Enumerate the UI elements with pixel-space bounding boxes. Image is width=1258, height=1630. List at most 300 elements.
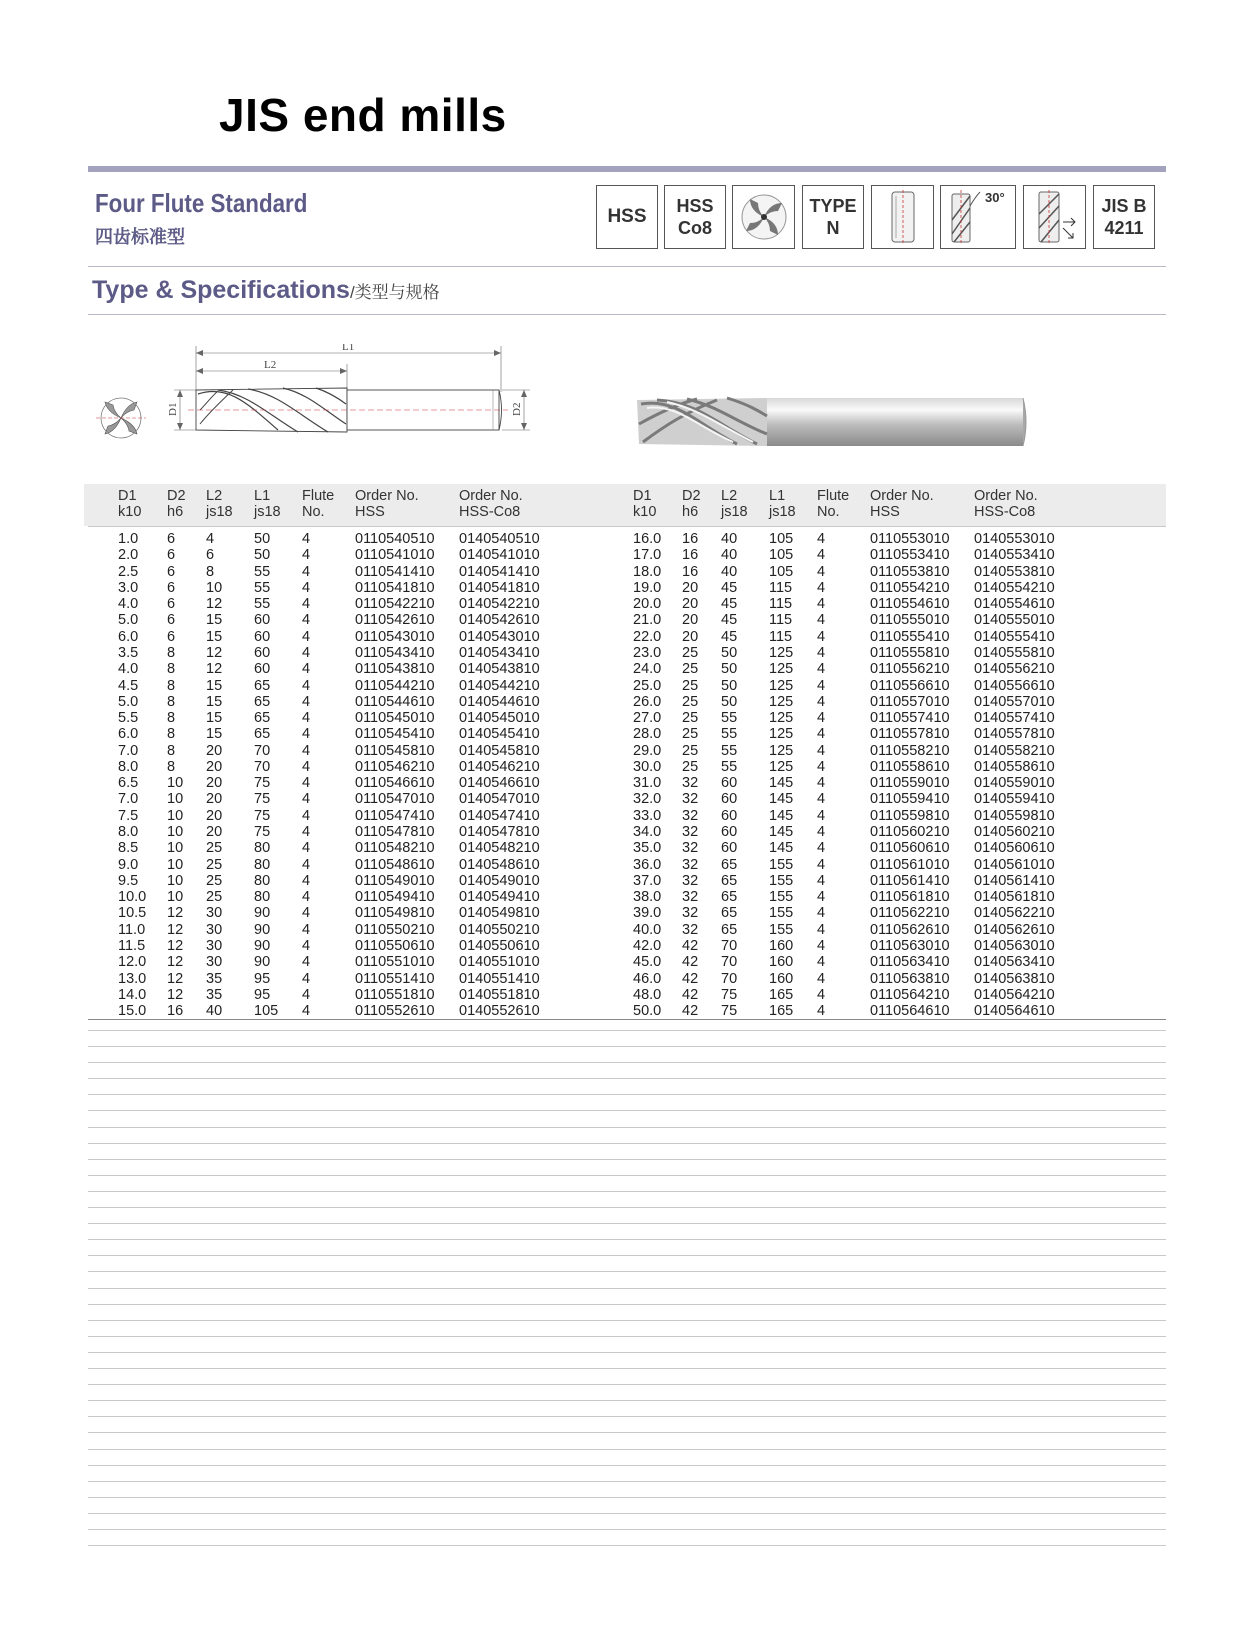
table-cell: 0140550210 [459, 921, 540, 938]
table-cell: 33.0 [633, 807, 662, 824]
table-cell: 0140560610 [974, 840, 1055, 857]
table-cell: 32 [682, 921, 699, 938]
table-cell: 65 [721, 889, 738, 906]
table-cell: 0110543810 [355, 661, 435, 678]
table-cell: 42 [682, 970, 699, 987]
blank-rule-line [88, 1078, 1166, 1079]
table-cell: 4 [302, 905, 311, 922]
table-cell: 0140552610 [459, 1003, 540, 1020]
table-cell: 6 [167, 628, 176, 645]
column-header [167, 488, 186, 520]
table-cell: 4 [302, 693, 311, 710]
table-cell: 4 [817, 644, 826, 661]
table-cell: 0110553010 [870, 531, 950, 547]
column-header-name: Order No. [355, 488, 419, 504]
column-header-tolerance: js18 [721, 504, 748, 520]
table-cell: 6.0 [118, 628, 139, 645]
badge-label: HSS [676, 196, 714, 216]
table-cell: 15 [206, 628, 223, 645]
table-cell: 16 [167, 1003, 184, 1020]
table-cell: 90 [254, 938, 271, 954]
table-cell: 10 [206, 579, 223, 596]
table-cell: 65 [254, 693, 271, 710]
hss-badge [596, 185, 658, 249]
table-cell: 0110546610 [355, 775, 435, 792]
table-cell: 155 [769, 872, 794, 889]
table-cell: 145 [769, 791, 794, 808]
table-cell: 25 [682, 742, 699, 759]
table-cell: 25 [682, 693, 699, 710]
table-cell: 7.5 [118, 807, 139, 824]
table-cell: 6.0 [118, 726, 139, 743]
table-cell: 0140541810 [459, 579, 540, 596]
table-cell: 4 [817, 693, 826, 710]
table-cell: 0110552610 [355, 1003, 435, 1020]
table-cell: 0140545010 [459, 710, 540, 727]
table-cell: 4 [817, 661, 826, 678]
table-cell: 32 [682, 840, 699, 857]
column-header [817, 488, 849, 520]
column-header-tolerance: js18 [769, 504, 796, 520]
table-cell: 20 [206, 742, 223, 759]
table-cell: 4 [302, 579, 311, 596]
table-cell: 80 [254, 840, 271, 857]
table-cell: 4 [302, 954, 311, 971]
table-cell: 32 [682, 856, 699, 873]
table-cell: 0140547010 [459, 791, 540, 808]
table-cell: 0110557810 [870, 726, 950, 743]
table-cell: 155 [769, 856, 794, 873]
table-cell: 55 [254, 563, 271, 580]
table-cell: 0110563010 [870, 938, 950, 954]
table-cell: 65 [254, 677, 271, 694]
column-header-tolerance: HSS-Co8 [974, 504, 1036, 520]
table-cell: 6 [167, 547, 176, 564]
badge-label: 4211 [1104, 218, 1144, 238]
table-cell: 16 [682, 531, 699, 547]
table-cell: 0140548610 [459, 856, 540, 873]
table-cell: 55 [254, 579, 271, 596]
table-cell: 32 [682, 824, 699, 841]
badge-label: Co8 [677, 218, 712, 238]
blank-rule-line [88, 1304, 1166, 1305]
table-cell: 0140549810 [459, 905, 540, 922]
blank-rule-line [88, 1449, 1166, 1450]
table-cell: 4 [302, 677, 311, 694]
table-cell: 22.0 [633, 628, 662, 645]
table-cell: 4 [817, 547, 826, 564]
table-cell: 155 [769, 889, 794, 906]
table-cell: 0110558210 [870, 742, 950, 759]
table-cell: 4 [817, 758, 826, 775]
table-cell: 145 [769, 807, 794, 824]
column-header-tolerance: HSS [870, 504, 900, 520]
table-cell: 115 [769, 628, 793, 645]
table-cell: 35.0 [633, 840, 662, 857]
table-cell: 10 [167, 889, 184, 906]
blank-rule-line [88, 1143, 1166, 1144]
column-header-tolerance: No. [817, 504, 840, 520]
table-cell: 0110560610 [870, 840, 950, 857]
table-cell: 38.0 [633, 889, 662, 906]
table-cell: 5.0 [118, 693, 139, 710]
table-cell: 25 [682, 726, 699, 743]
table-cell: 0110549810 [355, 905, 435, 922]
table-cell: 8 [167, 661, 176, 678]
table-cell: 11.5 [118, 938, 146, 954]
table-cell: 46.0 [633, 970, 662, 987]
table-cell: 60 [254, 661, 271, 678]
table-cell: 0140545810 [459, 742, 540, 759]
table-cell: 4 [302, 921, 311, 938]
blank-rule-line [88, 1465, 1166, 1466]
table-cell: 4.5 [118, 677, 139, 694]
table-cell: 42 [682, 1003, 699, 1020]
table-cell: 4 [302, 938, 311, 954]
table-cell: 15 [206, 677, 223, 694]
table-cell: 0140542610 [459, 612, 540, 629]
table-cell: 0140546210 [459, 758, 540, 775]
table-header-rule [88, 526, 1166, 527]
table-cell: 125 [769, 758, 794, 775]
table-cell: 10.0 [118, 889, 147, 906]
table-cell: 8.0 [118, 824, 139, 841]
table-cell: 0140563010 [974, 938, 1055, 954]
table-cell: 0110542610 [355, 612, 435, 629]
column-header-tolerance: js18 [206, 504, 233, 520]
blank-rule-line [88, 1223, 1166, 1224]
end-view-icon [96, 398, 146, 438]
table-cell: 32 [682, 807, 699, 824]
blank-rule-line [88, 1336, 1166, 1337]
column-header-name: L2 [721, 488, 738, 504]
table-cell: 0140543010 [459, 628, 540, 645]
table-cell: 60 [721, 775, 738, 792]
table-cell: 60 [254, 612, 271, 629]
table-cell: 20.0 [633, 596, 662, 613]
table-cell: 0140549410 [459, 889, 540, 906]
page-title: JIS end mills [219, 89, 507, 141]
table-cell: 15 [206, 693, 223, 710]
table-cell: 4 [302, 775, 311, 792]
end-mill-drawing [88, 344, 548, 454]
table-cell: 0140551410 [459, 970, 540, 987]
table-cell: 8 [206, 563, 215, 580]
table-cell: 45 [721, 628, 738, 645]
column-header-tolerance: h6 [167, 504, 184, 520]
table-cell: 0140556210 [974, 661, 1055, 678]
column-header-name: D1 [118, 488, 137, 504]
table-cell: 45 [721, 579, 738, 596]
blank-rule-line [88, 1384, 1166, 1385]
table-cell: 0140559010 [974, 775, 1055, 792]
table-cell: 4 [302, 889, 311, 906]
title-divider [88, 166, 1166, 172]
table-cell: 12 [206, 644, 223, 661]
table-cell: 34.0 [633, 824, 662, 841]
table-cell: 50 [721, 677, 738, 694]
table-cell: 4.0 [118, 661, 139, 678]
table-cell: 0140553010 [974, 531, 1055, 547]
table-cell: 0110551810 [355, 986, 435, 1003]
table-cell: 0110541410 [355, 563, 435, 580]
table-cell: 25 [206, 872, 223, 889]
table-cell: 4.0 [118, 596, 139, 613]
table-cell: 4 [302, 1003, 311, 1020]
table-cell: 90 [254, 905, 271, 922]
column-header [302, 488, 334, 520]
table-cell: 90 [254, 921, 271, 938]
table-cell: 145 [769, 840, 794, 857]
table-cell: 0110559410 [870, 791, 950, 808]
column-header [682, 488, 701, 520]
end-mill-photo [637, 394, 1037, 452]
table-cell: 50 [721, 693, 738, 710]
table-cell: 155 [769, 905, 794, 922]
table-cell: 39.0 [633, 905, 662, 922]
table-cell: 4 [817, 726, 826, 743]
table-cell: 10 [167, 807, 184, 824]
table-cell: 60 [721, 791, 738, 808]
table-cell: 40 [206, 1003, 223, 1020]
table-cell: 30 [206, 938, 223, 954]
table-cell: 65 [254, 710, 271, 727]
table-cell: 45 [721, 612, 738, 629]
table-cell: 25 [682, 758, 699, 775]
table-cell: 4 [817, 1003, 826, 1020]
table-cell: 5.0 [118, 612, 139, 629]
table-cell: 17.0 [633, 547, 662, 564]
table-cell: 4 [817, 742, 826, 759]
table-cell: 75 [254, 824, 271, 841]
table-cell: 0110553810 [870, 563, 950, 580]
column-header-name: Order No. [870, 488, 934, 504]
table-cell: 4 [302, 840, 311, 857]
hss-co8-badge [664, 185, 726, 249]
table-cell: 50 [721, 644, 738, 661]
table-cell: 0140554210 [974, 579, 1055, 596]
table-cell: 0140557810 [974, 726, 1055, 743]
table-cell: 115 [769, 579, 793, 596]
table-cell: 6 [206, 547, 215, 564]
table-cell: 0140558210 [974, 742, 1055, 759]
table-cell: 0110551010 [355, 954, 435, 971]
table-cell: 4 [302, 710, 311, 727]
table-cell: 75 [254, 775, 271, 792]
table-cell: 0140540510 [459, 531, 540, 547]
table-cell: 145 [769, 824, 794, 841]
table-cell: 12 [206, 661, 223, 678]
table-cell: 36.0 [633, 856, 662, 873]
table-cell: 20 [206, 791, 223, 808]
table-cell: 32 [682, 905, 699, 922]
table-cell: 0140549010 [459, 872, 540, 889]
column-header-tolerance: HSS [355, 504, 385, 520]
table-cell: 95 [254, 970, 271, 987]
table-cell: 4 [817, 710, 826, 727]
table-cell: 0110545810 [355, 742, 435, 759]
section-title-en: Type & Specifications [92, 276, 350, 304]
table-cell: 12.0 [118, 954, 147, 971]
section-divider [88, 266, 1166, 267]
l1-label: L1 [342, 344, 355, 353]
table-cell: 0140555410 [974, 628, 1055, 645]
jis-b4211-badge [1093, 185, 1155, 249]
section-title-cn: /类型与规格 [349, 283, 440, 302]
table-cell: 60 [721, 807, 738, 824]
table-cell: 0110550610 [355, 938, 435, 954]
table-cell: 105 [769, 563, 794, 580]
table-cell: 20 [206, 824, 223, 841]
table-cell: 0110562610 [870, 921, 950, 938]
column-header [721, 488, 748, 520]
table-cell: 0140547810 [459, 824, 540, 841]
table-cell: 32 [682, 872, 699, 889]
table-cell: 0110548610 [355, 856, 435, 873]
table-cell: 37.0 [633, 872, 662, 889]
table-cell: 4 [817, 986, 826, 1003]
table-cell: 4 [302, 661, 311, 678]
straight-shank-icon [871, 185, 934, 249]
table-cell: 4 [302, 824, 311, 841]
table-cell: 0110551410 [355, 970, 435, 987]
table-cell: 40 [721, 563, 738, 580]
blank-rule-line [88, 1191, 1166, 1192]
table-cell: 4 [817, 775, 826, 792]
table-cell: 4 [817, 677, 826, 694]
table-cell: 23.0 [633, 644, 662, 661]
table-cell: 7.0 [118, 742, 139, 759]
table-cell: 45 [721, 596, 738, 613]
column-header [118, 488, 141, 520]
blank-rule-line [88, 1239, 1166, 1240]
table-cell: 0140559410 [974, 791, 1055, 808]
table-cell: 0140554610 [974, 596, 1055, 613]
blank-rule-line [88, 1481, 1166, 1482]
badge-label: TYPE [809, 196, 857, 216]
table-cell: 42 [682, 954, 699, 971]
table-cell: 0140555810 [974, 644, 1055, 661]
table-cell: 0140557410 [974, 710, 1055, 727]
product-name-cn: 四齿标准型 [95, 227, 185, 247]
blank-rule-line [88, 1416, 1166, 1417]
table-cell: 50 [254, 547, 271, 564]
product-name: Four Flute Standard [95, 188, 308, 218]
table-cell: 55 [254, 596, 271, 613]
table-cell: 4 [302, 612, 311, 629]
column-header-tolerance: HSS-Co8 [459, 504, 521, 520]
blank-rule-line [88, 1368, 1166, 1369]
column-header-tolerance: k10 [633, 504, 657, 520]
badge-label: JIS B [1101, 196, 1147, 216]
blank-rule-line [88, 1288, 1166, 1289]
table-cell: 0110545410 [355, 726, 435, 743]
table-cell: 0140555010 [974, 612, 1055, 629]
table-cell: 50 [254, 531, 271, 547]
table-cell: 8 [167, 742, 176, 759]
table-cell: 25 [206, 889, 223, 906]
table-cell: 155 [769, 921, 794, 938]
table-cell: 6.5 [118, 775, 139, 792]
table-cell: 0140546610 [459, 775, 540, 792]
blank-rule-line [88, 1062, 1166, 1063]
table-cell: 125 [769, 710, 794, 727]
table-cell: 0140541010 [459, 547, 540, 564]
column-header-name: Order No. [459, 488, 523, 504]
table-cell: 30 [206, 954, 223, 971]
table-cell: 90 [254, 954, 271, 971]
table-cell: 145 [769, 775, 794, 792]
table-cell: 0110543010 [355, 628, 435, 645]
table-cell: 70 [254, 742, 271, 759]
table-cell: 0140551010 [459, 954, 540, 971]
column-header [870, 488, 934, 520]
table-cell: 0140558610 [974, 758, 1055, 775]
table-cell: 0110550210 [355, 921, 435, 938]
table-cell: 20 [206, 758, 223, 775]
table-cell: 16 [682, 547, 699, 564]
table-cell: 15 [206, 726, 223, 743]
table-cell: 80 [254, 889, 271, 906]
table-cell: 0110541810 [355, 579, 435, 596]
table-cell: 12 [167, 938, 184, 954]
table-cell: 8 [167, 693, 176, 710]
table-cell: 4 [302, 742, 311, 759]
table-cell: 125 [769, 661, 794, 678]
table-cell: 0110561010 [870, 856, 950, 873]
column-header-tolerance: js18 [254, 504, 281, 520]
drill-direction-icon [1023, 185, 1086, 249]
badge-label: HSS [607, 206, 647, 227]
table-cell: 4 [817, 856, 826, 873]
table-cell: 11.0 [118, 921, 146, 938]
table-cell: 42 [682, 938, 699, 954]
table-cell: 0140543810 [459, 661, 540, 678]
table-cell: 6 [167, 579, 176, 596]
table-cell: 20 [682, 628, 699, 645]
blank-rule-line [88, 1046, 1166, 1047]
table-cell: 115 [769, 596, 793, 613]
table-cell: 165 [769, 1003, 794, 1020]
table-cell: 20 [206, 807, 223, 824]
table-cell: 75 [254, 807, 271, 824]
table-cell: 4 [817, 954, 826, 971]
column-header-name: Flute [817, 488, 850, 504]
table-cell: 2.0 [118, 547, 139, 564]
table-cell: 15 [206, 612, 223, 629]
four-flute-icon [732, 185, 795, 249]
table-cell: 0140563810 [974, 970, 1055, 987]
column-header-tolerance: k10 [118, 504, 142, 520]
table-cell: 55 [721, 742, 738, 759]
column-header-name: L2 [206, 488, 223, 504]
table-cell: 7.0 [118, 791, 139, 808]
table-cell: 65 [721, 905, 738, 922]
table-cell: 160 [769, 970, 794, 987]
blank-rule-line [88, 1255, 1166, 1256]
table-cell: 0110557010 [870, 693, 950, 710]
table-cell: 28.0 [633, 726, 662, 743]
table-cell: 80 [254, 872, 271, 889]
table-cell: 0110561810 [870, 889, 950, 906]
table-cell: 160 [769, 938, 794, 954]
table-cell: 125 [769, 644, 794, 661]
table-cell: 26.0 [633, 693, 662, 710]
table-cell: 65 [254, 726, 271, 743]
table-bottom-rule [88, 1019, 1166, 1020]
table-cell: 13.0 [118, 970, 147, 987]
table-cell: 4 [817, 531, 826, 547]
